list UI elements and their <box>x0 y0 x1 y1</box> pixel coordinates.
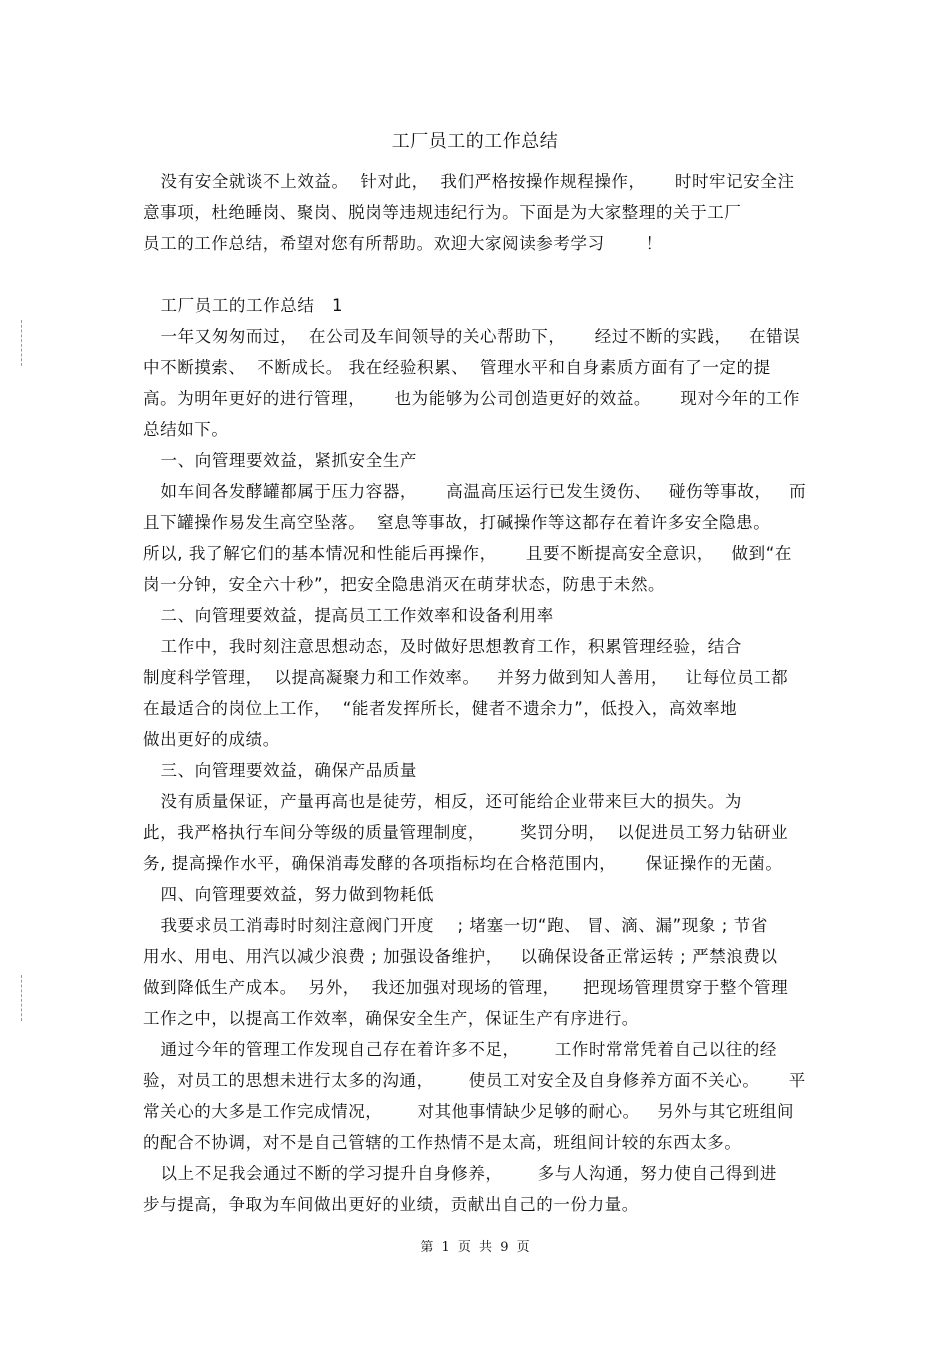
body-line: 没有质量保证，产量再高也是徒劳，相反，还可能给企业带来巨大的损失。为 <box>143 792 742 811</box>
body-line: 此，我严格执行车间分等级的质量管理制度， 奖罚分明， 以促进员工努力钻研业 <box>143 823 789 842</box>
page-footer: 第 1 页 共 9 页 <box>420 1240 530 1255</box>
body-line: 意事项，杜绝睡岗、聚岗、脱岗等违规违纪行为。下面是为大家整理的关于工厂 <box>143 203 742 222</box>
subsection-heading: 四、向管理要效益，努力做到物耗低 <box>143 885 435 904</box>
body-line: 用水、用电、用汽以减少浪费 ; 加强设备维护， 以确保设备正常运转 ; 严禁浪费以 <box>143 947 778 966</box>
body-line: 做到降低生产成本。 另外， 我还加强对现场的管理， 把现场管理贯穿于整个管理 <box>143 978 789 997</box>
body-line: 岗一分钟，安全六十秒”，把安全隐患消灭在萌芽状态，防患于未然。 <box>143 575 666 594</box>
body-line: 步与提高，争取为车间做出更好的业绩，贡献出自己的一份力量。 <box>143 1195 639 1214</box>
body-line: 总结如下。 <box>143 420 229 439</box>
body-line: 制度科学管理， 以提高凝聚力和工作效率。 并努力做到知人善用， 让每位员工都 <box>143 668 789 687</box>
subsection-heading: 三、向管理要效益，确保产品质量 <box>143 761 418 780</box>
body-line: 务, 提高操作水平，确保消毒发酵的各项指标均在合格范围内， 保证操作的无菌。 <box>143 854 783 873</box>
margin-dash-mark-bottom <box>21 975 22 1021</box>
document-title: 工厂员工的工作总结 <box>391 131 559 152</box>
body-line: 所以, 我了解它们的基本情况和性能后再操作， 且要不断提高安全意识， 做到“在 <box>143 544 792 563</box>
body-line: 一年又匆匆而过， 在公司及车间领导的关心帮助下， 经过不断的实践， 在错误 <box>143 327 801 346</box>
body-line: 员工的工作总结，希望对您有所帮助。欢迎大家阅读参考学习 ！ <box>143 234 663 253</box>
section-heading: 工厂员工的工作总结 1 <box>143 296 344 315</box>
body-line: 我要求员工消毒时时刻注意阀门开度 ; 堵塞一切“跑、 冒、滴、漏”现象 ; 节省 <box>143 916 769 935</box>
body-line: 的配合不协调，对不是自己管辖的工作热情不是太高，班组间计较的东西太多。 <box>143 1133 742 1152</box>
subsection-heading: 一、向管理要效益，紧抓安全生产 <box>143 451 418 470</box>
body-line: 以上不足我会通过不断的学习提升自身修养， 多与人沟通，努力使自己得到进 <box>143 1164 778 1183</box>
body-line: 验，对员工的思想未进行太多的沟通， 使员工对安全及自身修养方面不关心。 平 <box>143 1071 806 1090</box>
body-line: 如车间各发酵罐都属于压力容器， 高温高压运行已发生烫伤、 碰伤等事故， 而 <box>143 482 807 501</box>
body-line: 高。为明年更好的进行管理， 也为能够为公司创造更好的效益。 现对今年的工作 <box>143 389 800 408</box>
body-line: 常关心的大多是工作完成情况， 对其他事情缺少足够的耐心。 另外与其它班组间 <box>143 1102 795 1121</box>
body-line: 中不断摸索、 不断成长。 我在经验积累、 管理水平和自身素质方面有了一定的提 <box>143 358 771 377</box>
body-line: 做出更好的成绩。 <box>143 730 280 749</box>
body-line: 工作中，我时刻注意思想动态，及时做好思想教育工作，积累管理经验，结合 <box>143 637 742 656</box>
body-line: 在最适合的岗位上工作， “能者发挥所长，健者不遗余力”，低投入，高效率地 <box>143 699 738 718</box>
body-line: 通过今年的管理工作发现自己存在着许多不足， 工作时常常凭着自己以往的经 <box>143 1040 778 1059</box>
body-line: 且下罐操作易发生高空坠落。 窒息等事故，打碱操作等这都存在着许多安全隐患。 <box>143 513 771 532</box>
body-line: 没有安全就谈不上效益。 针对此， 我们严格按操作规程操作， 时时牢记安全注 <box>143 172 795 191</box>
margin-dash-mark-top <box>21 320 22 366</box>
body-line: 工作之中，以提高工作效率，确保安全生产，保证生产有序进行。 <box>143 1009 639 1028</box>
subsection-heading: 二、向管理要效益，提高员工工作效率和设备利用率 <box>143 606 554 625</box>
